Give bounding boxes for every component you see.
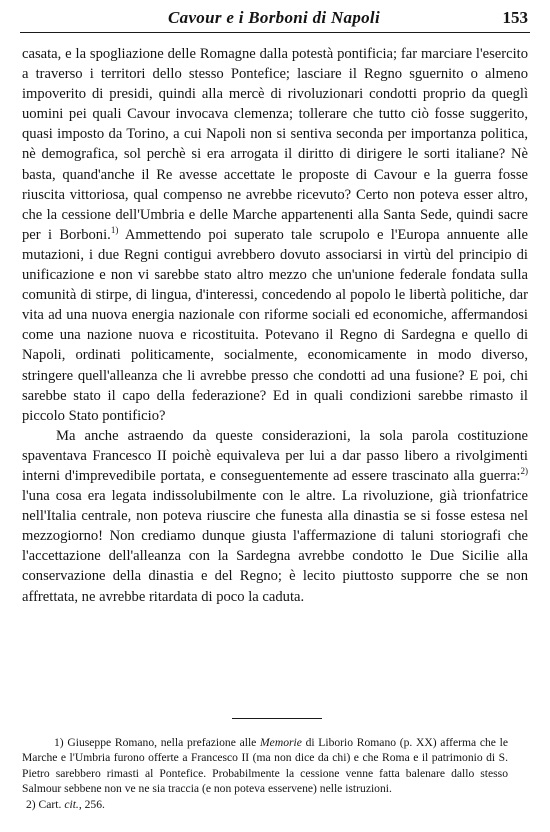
footnote-text: di Liborio Romano (p. XX) afferma che le Marche e l'Umbria furono offerte a Francesco II (ma non dice da chi) e che Roma e il patrimonio di S. Pietro sarebbero rimasti al Pontefice. Probabilmente la cessione venne fatta balenare dallo stesso Salmour sebbene non ve ne sia traccia (e non poteva esservene) nelle istruzioni. xyxy=(22,736,508,796)
footnotes xyxy=(22,735,508,812)
paragraph-1 xyxy=(22,44,528,426)
running-header xyxy=(20,4,528,28)
footnote-1 xyxy=(22,735,508,797)
paragraph-text: l'una cosa era legata indissolubilmente con le altre. La rivoluzione, già trionfatrice nell'Italia centrale, non poteva riuscire che funesta alla dinastia se si fosse estesa nel mezzogiorno! Non crediamo dunque giusta l'affermazione di taluni storiografi che l'accettazione dell'alleanza con la Sardegna avrebbe condotto le Due Sicilie alla conservazione della dinastia e del Regno; è lecito piuttosto supporre che se non affrettata, ne avrebbe ritardata di poco la caduta. xyxy=(22,488,528,605)
footnote-ref-1: 1) xyxy=(110,224,119,235)
footnote-2 xyxy=(22,797,508,812)
paragraph-text: casata, e la spogliazione delle Romagne dalla potestà pontificia; far marciare l'esercito a traverso i territori dello stesso Pontefice; lasciare il Regno sguernito o almeno impoverito di presidi, quindi alla mercè di rivoluzionari condotti proprio da queglì uomini pei quali Cavour invocava clemenza; tollerare che tutto ciò fosse suggerito, quasi imposto da Torino, a cui Napoli non si sentiva seconda per importanza politica, nè demografica, sol perchè si era arrogata il diritto di dirigere le sorti italiane? Nè basta, quand'anche il Re avesse accettate le proposte di Cavour e la guerra fosse riuscita vittoriosa, qual compenso ne avrebbe ricevuto? Certo non poteva esser altro, che la cessione dell'Umbria e delle Marche appartenenti alla Santa Sede, quindi sacre per i Borboni. xyxy=(22,46,528,243)
footnote-italic: cit. xyxy=(64,797,79,811)
footnote-ref-2: 2) xyxy=(520,466,528,477)
paragraph-2 xyxy=(22,426,528,607)
footnote-text: 1) Giuseppe Romano, nella prefazione alle xyxy=(54,736,261,749)
header-rule xyxy=(20,32,530,33)
footnote-rule xyxy=(232,718,322,719)
paragraph-text: Ma anche astraendo da queste considerazioni, la sola parola costituzione spaventava Francesco II poichè equivaleva per lui a dar passo libero a rivolgimenti interni d'imprevedibile portata, e conseguentemente ad essere trascinato alla guerra: xyxy=(22,427,528,484)
footnote-text: , 256. xyxy=(78,797,105,811)
footnote-text: 2) Cart. xyxy=(26,797,65,811)
body-text xyxy=(22,44,528,607)
footnote-italic: Memorie xyxy=(260,736,302,749)
paragraph-text: Ammettendo poi superato tale scrupolo e l'Europa annuente alle mutazioni, i due Regni contigui avrebbero dovuto associarsi in virtù del principio di unificazione e non vi sarebbe stato altro mezzo che un'unione federale fondata sulla comunità di stirpe, di lingua, d'interessi, concedendo al popolo le libertà politiche, dar vita ad una nuova energia nazionale con riforme sociali ed economiche, affermandosi come una nazione nuova e ricostituita. Potevano il Regno di Sardegna e quello di Napoli, ordinati politicamente, socialmente, economicamente in modo diverso, stringere quell'alleanza che li avrebbe presso che condotti ad una fusione? E poi, chi sarebbe stato il capo della federazione? Ed in quali condizioni sarebbe rimasto il piccolo Stato pontificio? xyxy=(22,226,528,424)
page-number: 153 xyxy=(502,8,528,27)
running-title: Cavour e i Borboni di Napoli xyxy=(168,8,380,27)
